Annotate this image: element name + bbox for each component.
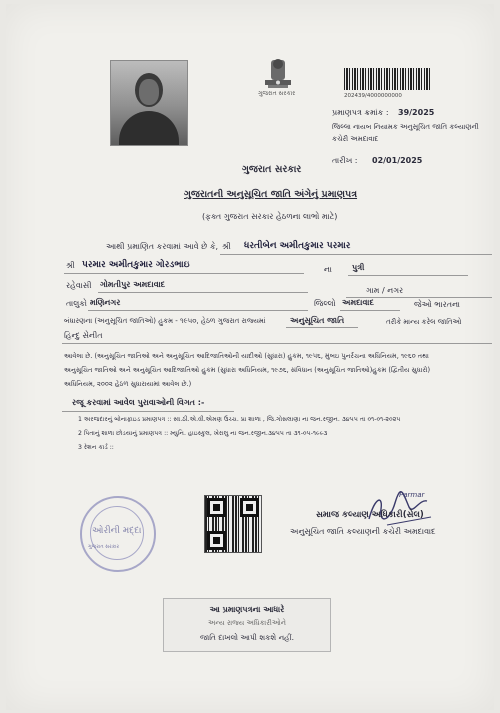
relation-type: પુત્રી — [352, 263, 365, 272]
order-text-b: તરીકે માન્ય કરેલ જાતિઓ — [386, 318, 462, 326]
taluka-value: મણિનગર — [90, 298, 121, 307]
document-item-2: 2 પિતાનું શાળા છોડયાનું પ્રમાણપત્ર :: મ્યુનિ. હાઇસ્કુલ, ખેરાલુ ના જન.રજીન.૩૪૫૫ તા ૩૧-૦૫-૧૯૯૩ — [78, 430, 328, 437]
notice-line-1: આ પ્રમાણપત્રના આધારે — [209, 605, 285, 614]
emblem-caption: ગુજરાત સરકાર — [258, 90, 296, 97]
notice-line-3: જાતિ દાખલો આપી શકશે નહીં. — [199, 633, 295, 642]
barcode-number: 202439/4000000000 — [344, 93, 402, 99]
order-text-a: બંધારણના (અનુસૂચિત જાતિઓ) હુકમ - ૧૯૫૦, હેઠળ ગુજરાત રાજ્યમાં — [64, 317, 266, 325]
taluka-label: તાલુકો — [66, 299, 87, 308]
paragraph-line-2: અનુસૂચિત જાતિઓ અને અનુસૂચિત આદિજાતિઓ હુકમ (સુધારા અધિનિયમ, ૧૯૭૬, સંવિધાન (અનુસૂચિત જાતિઓ)હુકમ (દ્વિતીય સુધારો) — [64, 366, 431, 374]
barcode — [344, 68, 430, 90]
office-line-2: કચેરી અમદાવાદ — [332, 135, 379, 143]
intro-text: આથી પ્રમાણિત કરવામાં આવે છે કે, — [106, 242, 219, 251]
paragraph-line-3: અધિનિયમ, ૨૦૦૨ હેઠળ સુધારાયામાં આવેલ છે.) — [64, 380, 192, 388]
officer-office: અનુસૂચિત જાતિ કલ્યાણની કચેરી અમદાવાદ — [290, 527, 436, 536]
parent-name: પરમાર અમીતકુમાર ગોરડભાઇ — [82, 260, 190, 270]
certificate-page — [6, 4, 494, 710]
address-label: રહેવાસી — [66, 281, 92, 290]
signature-scribble: Parmar — [399, 491, 425, 499]
name-prefix: શ્રી — [222, 242, 231, 251]
office-line-1: જિલ્લા નાયબ નિયામક અનુસૂચિત જાતિ કલ્યાણની — [332, 123, 479, 131]
document-item-3: 3 રેશન કાર્ડ :: — [78, 444, 114, 451]
district-label: જિલ્લો — [314, 299, 336, 308]
document-item-1: 1 અરજદારનું બોનાફાઇડ પ્રમાણપત્ર :: સ્વ.ઠી.એ.વી.એમણ ઉચ્ચ. પ્રા શાળા , જિ.ગોસલાણા ના જન.રજીન. ૩૪૫૫ તા ૦૧-૦૧-૨૦૨૫ — [78, 416, 401, 423]
date-label: તારીખ : — [332, 156, 358, 165]
seal-ring-text: ગુજરાત સરકાર — [88, 544, 120, 550]
certificate-title: ગુજરાતની અનુસૂચિત જાતિ અંગેનું પ્રમાણપત્ર — [184, 189, 358, 200]
government-title: ગુજરાત સરકાર — [242, 164, 302, 175]
village-label: ગામ / નગર — [366, 286, 404, 295]
issue-date: 02/01/2025 — [372, 156, 423, 165]
category-value: અનુસૂચિત જાતિ — [290, 316, 345, 325]
certificate-note: (ફક્ત ગુજરાત સરકાર હેઠળના લાભો માટે) — [202, 212, 338, 221]
qr-code — [204, 495, 262, 553]
notice-box — [163, 598, 331, 652]
address-value: ગોમતીપુર અમદાવાદ — [100, 280, 166, 289]
officer-title: સમાજ કલ્યાણ અધિકારી(સેલ) — [316, 510, 424, 520]
certificate-number-label: પ્રમાણપત્ર ક્રમાંક : — [332, 108, 389, 117]
notice-line-2: અન્ય રાજ્ય અધિકારીઓને — [207, 619, 287, 627]
state-suffix: જેઓ ભારતના — [414, 300, 461, 309]
seal-main-text: ઓરીની મદ્દા — [92, 526, 142, 536]
parent-prefix: શ્રી — [66, 261, 75, 270]
certificate-number: 39/2025 — [398, 108, 435, 117]
documents-heading: રજૂ કરવામાં આવેલ પુરાવાઓની વિગત :- — [72, 398, 205, 407]
relation-suffix: ના — [324, 265, 332, 274]
caste-value: હિન્દુ સેનીત — [64, 331, 103, 340]
applicant-name: ધરતીબેન અમીતકુમાર પરમાર — [244, 241, 351, 251]
official-seal — [80, 496, 156, 572]
applicant-photo — [110, 60, 188, 146]
district-value: અમદાવાદ — [342, 298, 374, 307]
paragraph-line-1: આવેલા છે. (અનુસૂચિત જાતિઓ અને અનુસૂચિત આદિજાતિઓની યાદીઓ (સુધારા) હુકમ, ૧૯૫૬, મુંબઇ પુનર્રચના અધિનિયમ, ૧૯૬૦ તથા — [64, 352, 429, 360]
